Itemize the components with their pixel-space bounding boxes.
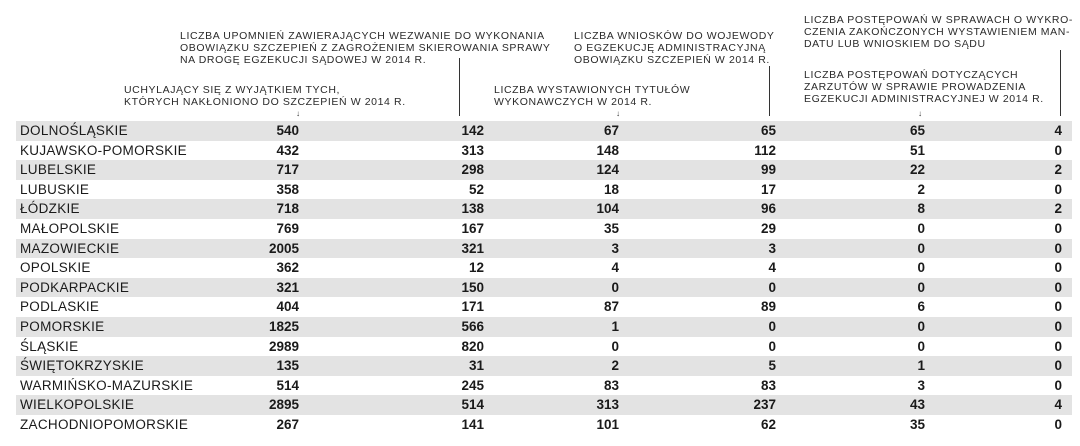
value-col5: 0 [917,279,925,295]
value-col5: 43 [909,397,925,413]
region-name: LUBELSKIE [20,162,97,178]
value-col1: 769 [276,220,299,236]
value-col4: 96 [760,201,776,217]
value-col4: 29 [760,220,776,236]
tick-col1: ↓ [296,109,300,118]
table-row [16,395,1072,415]
value-col3: 4 [611,260,619,276]
value-col5: 0 [917,240,925,256]
table-row [16,219,1072,239]
table-row [16,239,1072,259]
value-col5: 1 [917,358,925,374]
value-col5: 0 [917,220,925,236]
table-row [16,278,1072,298]
value-col5: 8 [917,201,925,217]
header-col6: LICZBA POSTĘPOWAŃ W SPRAWACH O WYKRO- CZENIA ZAKOŃCZONYCH WYSTAWIENIEM MAN- DATU LUB WNIOSKIEM DO SĄDU [804,14,1073,50]
value-col6: 0 [1054,260,1062,276]
header-col4: LICZBA WNIOSKÓW DO WOJEWODY O EGZEKUCJĘ ADMINISTRACYJNĄ OBOWIĄZKU SZCZEPIEŃ W 2014 R. [574,30,775,66]
value-col2: 141 [461,416,484,432]
table-row [16,258,1072,278]
table-row [16,160,1072,180]
table-row [16,297,1072,317]
table-row [16,199,1072,219]
value-col4: 0 [768,338,776,354]
value-col6: 0 [1054,358,1062,374]
tick-col5: ↓ [918,109,922,118]
value-col5: 22 [909,162,925,178]
header-col1: UCHYLAJĄCY SIĘ Z WYJĄTKIEM TYCH, KTÓRYCH NAKŁONIONO DO SZCZEPIEŃ W 2014 R. [124,84,406,108]
value-col5: 0 [917,260,925,276]
value-col3: 3 [611,240,619,256]
value-col5: 51 [909,142,925,158]
table-row [16,317,1072,337]
value-col6: 0 [1054,338,1062,354]
value-col3: 148 [596,142,619,158]
leader-line-col2 [459,58,460,116]
value-col6: 0 [1054,377,1062,393]
value-col1: 2895 [268,397,299,413]
value-col1: 717 [276,162,299,178]
value-col1: 135 [276,358,299,374]
value-col3: 2 [611,358,619,374]
value-col1: 2005 [268,240,299,256]
value-col1: 267 [276,416,299,432]
value-col5: 65 [909,123,925,138]
header-col3: LICZBA WYSTAWIONYCH TYTUŁÓW WYKONAWCZYCH W 2014 R. [494,84,691,108]
value-col3: 35 [603,220,619,236]
table-row [16,180,1072,200]
value-col6: 0 [1054,279,1062,295]
value-col4: 99 [760,162,776,178]
region-name: WARMIŃSKO-MAZURSKIE [20,377,194,393]
region-name: ZACHODNIOPOMORSKIE [20,416,189,432]
value-col4: 83 [760,377,776,393]
region-name: PODKARPACKIE [20,279,130,295]
value-col5: 3 [917,377,925,393]
value-col6: 0 [1054,181,1062,197]
value-col2: 313 [461,142,484,158]
header-col5: LICZBA POSTĘPOWAŃ DOTYCZĄCYCH ZARZUTÓW W SPRAWIE PROWADZENIA EGZEKUCJI ADMINISTRACYJNEJ W 2014 R. [804,69,1044,105]
value-col4: 65 [760,123,776,138]
value-col3: 83 [603,377,619,393]
value-col4: 0 [768,318,776,334]
region-name: KUJAWSKO-POMORSKIE [20,142,187,158]
region-name: ŚLĄSKIE [20,338,79,354]
region-name: POMORSKIE [20,318,105,334]
value-col2: 31 [468,358,484,374]
value-col3: 18 [603,181,619,197]
value-col6: 4 [1054,123,1062,138]
value-col5: 0 [917,318,925,334]
table-row [16,337,1072,357]
value-col6: 2 [1054,201,1062,217]
value-col5: 35 [909,416,925,432]
value-col1: 432 [276,142,299,158]
value-col3: 313 [596,397,619,413]
value-col3: 124 [596,162,619,178]
value-col3: 0 [611,338,619,354]
value-col4: 4 [768,260,776,276]
table-row [16,121,1072,141]
value-col3: 87 [603,299,619,315]
value-col4: 5 [768,358,776,374]
region-name: MAZOWIECKIE [20,240,120,256]
value-col5: 2 [917,181,925,197]
value-col2: 566 [461,318,484,334]
region-name: ŚWIĘTOKRZYSKIE [20,358,144,374]
value-col1: 514 [276,377,299,393]
leader-line-col4 [769,66,770,116]
value-col5: 6 [917,299,925,315]
value-col4: 3 [768,240,776,256]
value-col2: 150 [461,279,484,295]
value-col2: 321 [461,240,484,256]
value-col4: 112 [754,142,776,158]
table-row [16,356,1072,376]
data-table [16,121,1072,435]
value-col3: 104 [596,201,619,217]
region-name: MAŁOPOLSKIE [20,220,120,236]
region-name: ŁÓDZKIE [20,201,80,217]
value-col2: 298 [461,162,484,178]
value-col2: 138 [461,201,484,217]
value-col6: 4 [1054,397,1062,413]
region-name: LUBUSKIE [20,181,90,197]
table-row [16,415,1072,435]
value-col4: 17 [760,181,776,197]
value-col6: 0 [1054,299,1062,315]
value-col6: 2 [1054,162,1062,178]
value-col1: 540 [276,123,299,138]
table-row [16,141,1072,161]
value-col2: 142 [461,123,484,138]
value-col1: 404 [276,299,299,315]
value-col3: 101 [596,416,619,432]
value-col6: 0 [1054,142,1062,158]
value-col2: 171 [461,299,484,315]
value-col1: 321 [276,279,299,295]
region-name: OPOLSKIE [20,260,91,276]
value-col4: 0 [768,279,776,295]
value-col2: 245 [461,377,484,393]
region-name: WIELKOPOLSKIE [20,397,135,413]
table-row [16,376,1072,396]
header-col2: LICZBA UPOMNIEŃ ZAWIERAJĄCYCH WEZWANIE DO WYKONANIA OBOWIĄZKU SZCZEPIEŃ Z ZAGROŻENIEM SKIEROWANIA SPRAWY NA DROGĘ EGZEKUCJI SĄDOWEJ W 2014 R. [180,30,551,66]
value-col4: 237 [753,397,776,413]
value-col3: 1 [611,318,619,334]
value-col4: 62 [760,416,776,432]
value-col2: 52 [468,181,484,197]
value-col6: 0 [1054,240,1062,256]
value-col6: 0 [1054,220,1062,236]
region-name: PODLASKIE [20,299,100,315]
region-name: DOLNOŚLĄSKIE [20,123,128,138]
value-col3: 0 [611,279,619,295]
value-col6: 0 [1054,416,1062,432]
value-col4: 89 [760,299,776,315]
value-col2: 167 [461,220,484,236]
tick-col3: ↓ [616,109,620,118]
value-col3: 67 [603,123,619,138]
value-col1: 362 [276,260,299,276]
value-col2: 12 [468,260,484,276]
value-col2: 820 [461,338,484,354]
leader-line-col6 [1060,50,1061,116]
value-col6: 0 [1054,318,1062,334]
value-col1: 358 [276,181,299,197]
value-col2: 514 [461,397,484,413]
value-col1: 718 [276,201,299,217]
value-col5: 0 [917,338,925,354]
value-col1: 1825 [268,318,299,334]
value-col1: 2989 [268,338,299,354]
